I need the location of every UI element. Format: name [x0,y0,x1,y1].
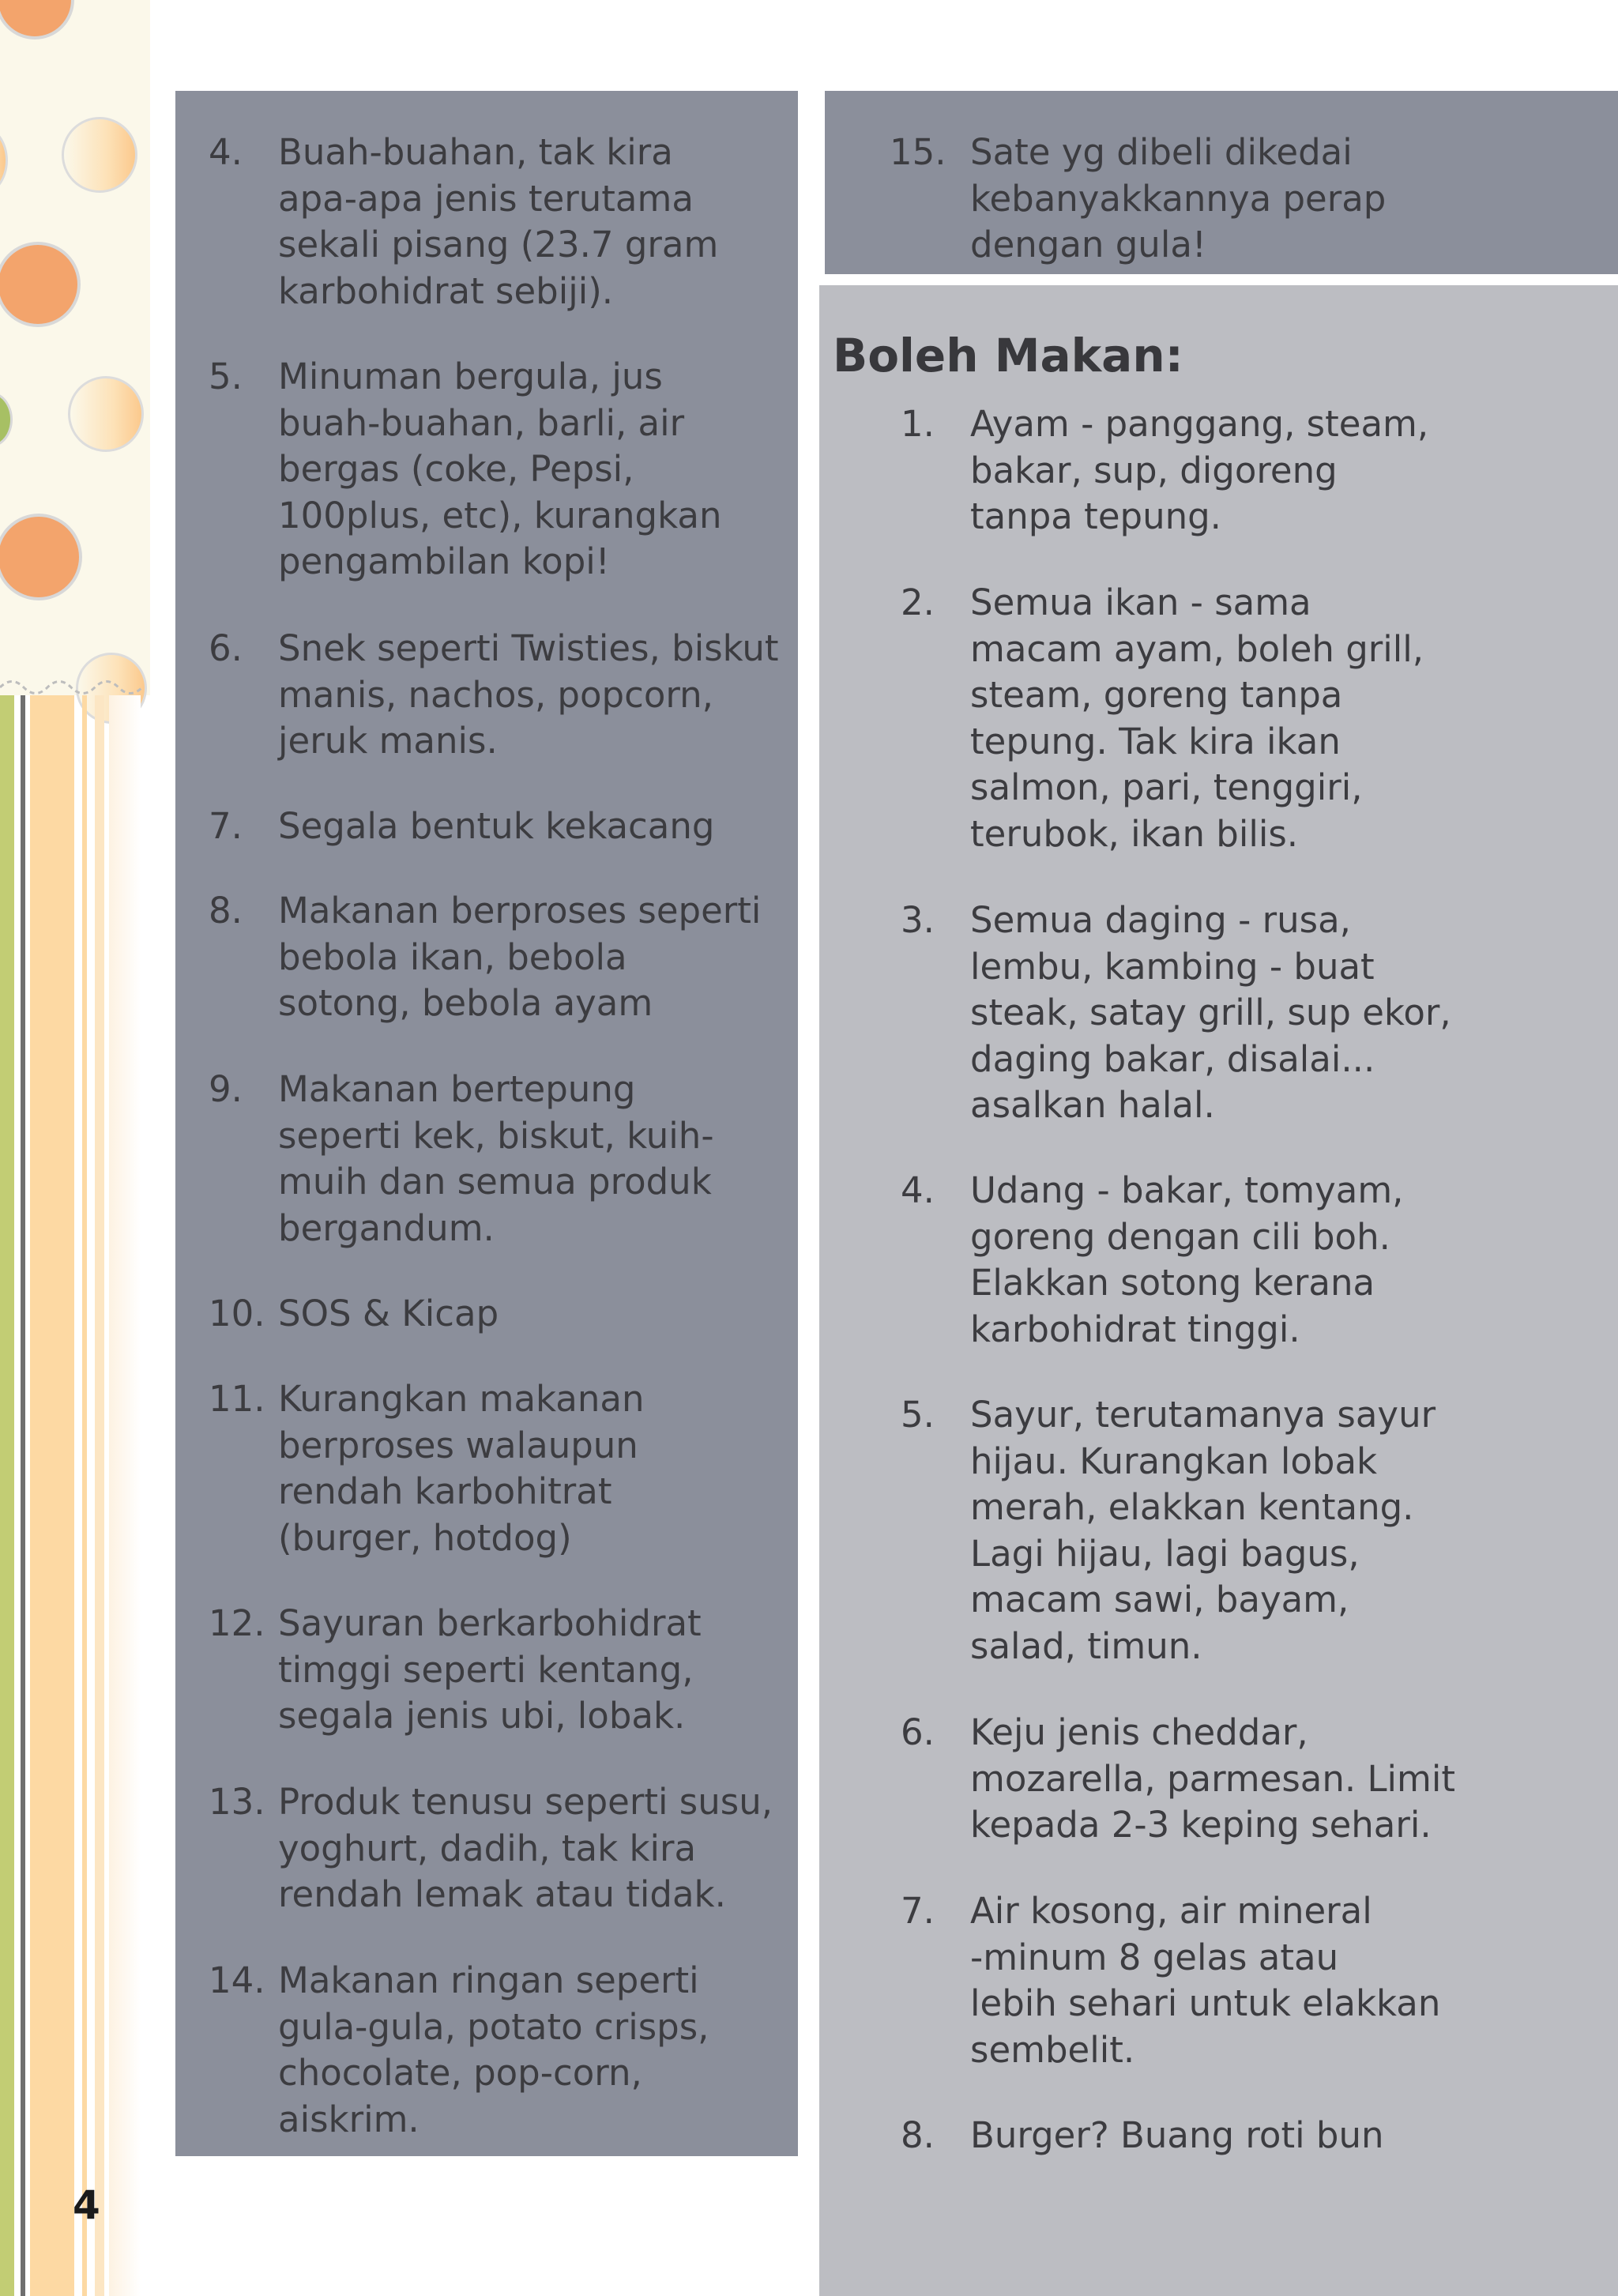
item-text: Minuman bergula, jus buah-buahan, barli, air bergas (coke, Pepsi, 100plus, etc), kurangkan pengambilan kopi! [278,356,722,583]
item-number: 1. [901,403,935,445]
item-text: Makanan ringan seperti gula-gula, potato crisps, chocolate, pop-corn, aiskrim. [278,1959,709,2140]
item-number: 13. [209,1781,265,1823]
decorative-border [0,0,150,2296]
item-text: Sayuran berkarbohidrat timggi seperti kentang, segala jenis ubi, lobak. [278,1602,702,1737]
item-text: Udang - bakar, tomyam, goreng dengan cili boh. Elakkan sotong kerana karbohidrat tinggi. [970,1169,1404,1350]
item-number: 10. [209,1293,265,1334]
item-number: 4. [901,1169,935,1211]
item-text: Keju jenis cheddar, mozarella, parmesan. Limit kepada 2-3 keping sehari. [970,1711,1456,1846]
stripe [30,695,74,2296]
item-number: 8. [209,890,243,932]
item-text: Semua daging - rusa, lembu, kambing - buat steak, satay grill, sup ekor, daging bakar, disalai... asalkan halal. [970,899,1451,1127]
zigzag-edge [0,656,150,703]
item-text: Semua ikan - sama macam ayam, boleh grill, steam, goreng tanpa tepung. Tak kira ikan salmon, pari, tenggiri, terubok, ikan bilis. [970,582,1424,855]
item-text: Sayur, terutamanya sayur hijau. Kurangkan lobak merah, elakkan kentang. Lagi hijau, lagi bagus, macam sawi, bayam, salad, timun. [970,1394,1436,1667]
item-number: 2. [901,582,935,623]
item-number: 8. [901,2114,935,2156]
item-text: Burger? Buang roti bun [970,2114,1384,2156]
polka-dot [68,376,144,452]
item-text: Kurangkan makanan berproses walaupun rendah karbohitrat (burger, hotdog) [278,1378,645,1559]
item-number: 5. [901,1394,935,1436]
item-text: Snek seperti Twisties, biskut manis, nachos, popcorn, jeruk manis. [278,627,779,762]
section-heading: Boleh Makan: [833,329,1183,382]
stripe [109,695,141,2296]
item-number: 3. [901,899,935,941]
stripe [82,695,87,2296]
item-number: 7. [901,1890,935,1932]
item-number: 12. [209,1602,265,1644]
item-text: SOS & Kicap [278,1293,499,1334]
item-number: 6. [209,627,243,669]
polka-dot [62,117,137,193]
stripe [21,695,25,2296]
item-number: 9. [209,1068,243,1110]
item-number: 5. [209,356,243,397]
item-text: Sate yg dibeli dikedai kebanyakkannya perap dengan gula! [970,131,1387,266]
item-number: 14. [209,1959,265,2001]
item-text: Air kosong, air mineral -minum 8 gelas atau lebih sehari untuk elakkan sembelit. [970,1890,1441,2071]
stripe [95,695,104,2296]
page-number: 4 [73,2182,100,2228]
item-number: 11. [209,1378,265,1420]
item-text: Buah-buahan, tak kira apa-apa jenis terutama sekali pisang (23.7 gram karbohidrat sebiji). [278,131,719,312]
item-number: 7. [209,805,243,847]
item-number: 15. [890,131,946,173]
item-text: Produk tenusu seperti susu, yoghurt, dadih, tak kira rendah lemak atau tidak. [278,1781,773,1916]
stripe [0,695,14,2296]
item-text: Ayam - panggang, steam, bakar, sup, digoreng tanpa tepung. [970,403,1429,538]
item-number: 6. [901,1711,935,1753]
item-number: 4. [209,131,243,173]
item-text: Segala bentuk kekacang [278,805,715,847]
item-text: Makanan bertepung seperti kek, biskut, kuih- muih dan semua produk bergandum. [278,1068,714,1249]
item-text: Makanan berproses seperti bebola ikan, bebola sotong, bebola ayam [278,890,762,1025]
